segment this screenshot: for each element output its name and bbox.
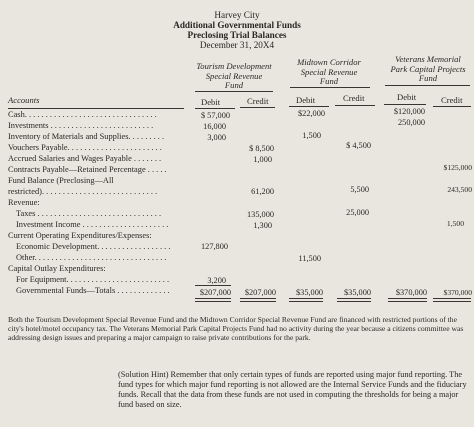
total-value: $207,000 xyxy=(199,288,231,297)
column-header-rule xyxy=(433,106,471,107)
city-name: Harvey City xyxy=(214,10,260,20)
account-label-inventory: Inventory of Materials and Supplies. . . . . . . . . xyxy=(8,132,165,141)
double-rule xyxy=(240,298,276,302)
cell-value: $22,000 xyxy=(298,109,325,118)
fund-name-line: Special Revenue xyxy=(300,66,358,77)
total-value: $35,000 xyxy=(296,288,323,297)
column-header-rule xyxy=(289,106,329,107)
account-label-investment-income: Investment Income . . . . . . . . . . . . . . . . . . . . . xyxy=(16,220,169,229)
cell-value: $ 57,000 xyxy=(200,111,230,120)
fund-header-tourism xyxy=(190,62,278,91)
column-header-rule xyxy=(240,107,275,108)
statement-title: Additional Governmental Funds xyxy=(173,20,301,30)
fund-header-veterans xyxy=(382,55,474,84)
cell-value: 61,200 xyxy=(251,187,274,196)
account-label-cash: Cash. . . . . . . . . . . . . . . . . . . . . . . . . . . . . . . . xyxy=(8,110,157,119)
cell-value: 250,000 xyxy=(398,118,425,127)
cell-value: 127,800 xyxy=(201,242,228,251)
cell-value: 243,500 xyxy=(447,185,472,194)
account-label-restricted: restricted). . . . . . . . . . . . . . . . . . . . . . . . . . . . xyxy=(8,187,158,196)
cell-value: $125,000 xyxy=(443,163,472,172)
fund-name-line: Special Revenue xyxy=(205,70,263,81)
column-header-rule xyxy=(335,105,375,106)
account-label-capital-outlay: Capital Outlay Expenditures: xyxy=(8,264,106,273)
cell-value: 1,500 xyxy=(446,219,464,228)
account-label-economic-development: Economic Development. . . . . . . . . . . . . . . . . . xyxy=(16,242,171,251)
account-label-fund-balance: Fund Balance (Preclosing—All xyxy=(8,176,114,185)
cell-value: $ 8,500 xyxy=(249,144,274,153)
cell-value: $ 4,500 xyxy=(346,141,371,150)
fund-name-line: Midtown Corridor xyxy=(297,57,361,67)
account-label-contracts-payable: Contracts Payable—Retained Percentage . . . . . xyxy=(8,165,167,174)
account-label-totals: Governmental Funds—Totals . . . . . . . . . . . . . xyxy=(16,286,170,295)
total-value: $35,000 xyxy=(344,288,371,297)
cell-value: 1,000 xyxy=(253,155,272,164)
column-credit: Credit xyxy=(247,96,269,106)
cell-value: $120,000 xyxy=(393,107,425,116)
account-label-accrued-salaries: Accrued Salaries and Wages Payable . . . . . . . xyxy=(8,154,162,163)
cell-value: 3,200 xyxy=(207,276,226,285)
fund-name-line: Fund xyxy=(224,80,244,90)
account-label-vouchers-payable: Vouchers Payable. . . . . . . . . . . . . . . . . . . . . . . xyxy=(8,143,162,152)
cell-value: 11,500 xyxy=(298,254,321,263)
column-credit: Credit xyxy=(343,93,365,103)
cell-value: 1,500 xyxy=(302,131,321,140)
column-debit: Debit xyxy=(296,95,316,105)
column-debit: Debit xyxy=(397,92,417,102)
double-rule xyxy=(195,298,231,302)
cell-value: 16,000 xyxy=(203,122,226,131)
fund-header-rule xyxy=(195,91,273,92)
fund-name-line: Park Capital Projects xyxy=(390,63,466,74)
fund-name-line: Tourism Development xyxy=(196,61,272,71)
account-label-current-operating: Current Operating Expenditures/Expenses: xyxy=(8,231,152,240)
total-value: $370,000 xyxy=(395,288,427,297)
fund-header-midtown xyxy=(285,58,373,87)
cell-value: 3,000 xyxy=(207,133,226,142)
column-credit: Credit xyxy=(441,95,463,105)
accounts-header: Accounts xyxy=(8,95,40,105)
column-header-rule xyxy=(384,104,426,105)
total-value: $207,000 xyxy=(244,288,276,297)
account-label-for-equipment: For Equipment. . . . . . . . . . . . . . . . . . . . . . . . . xyxy=(16,275,170,284)
fund-name-line: Veterans Memorial xyxy=(395,54,461,64)
cell-value: 25,000 xyxy=(346,208,369,217)
account-label-taxes: Taxes . . . . . . . . . . . . . . . . . . . . . . . . . . . . . . xyxy=(16,209,162,218)
fund-name-line: Fund xyxy=(319,76,339,86)
total-value: $370,000 xyxy=(443,288,472,297)
fund-name-line: Fund xyxy=(418,73,438,83)
statement-date: December 31, 20X4 xyxy=(199,40,275,50)
account-label-revenue: Revenue: xyxy=(8,198,40,207)
accounts-header-rule xyxy=(8,108,184,109)
fund-header-rule xyxy=(290,87,370,88)
fund-note-paragraph: Both the Tourism Development Special Revenue Fund and the Midtown Corridor Special Revenue Fund are financed with restricted portions of the city's hotel/motel occupancy tax. The Veterans Memorial Park Capital Projects Fund had no activity during the year because a citizens committee was addressing design issues and preparing a major campaign to raise private contributions for the park. xyxy=(8,315,464,342)
account-label-investments: Investments . . . . . . . . . . . . . . . . . . . . . . . . . xyxy=(8,121,154,130)
cell-value: 135,000 xyxy=(247,210,274,219)
double-rule xyxy=(388,298,427,302)
cell-value: 5,500 xyxy=(350,185,369,194)
double-rule xyxy=(433,298,471,302)
cell-value: 1,300 xyxy=(253,221,272,230)
total-rule xyxy=(195,285,231,286)
statement-subtitle: Preclosing Trial Balances xyxy=(187,30,287,40)
fund-header-rule xyxy=(385,85,470,86)
column-header-rule xyxy=(195,108,235,109)
double-rule xyxy=(337,298,371,302)
double-rule xyxy=(289,298,323,302)
solution-hint-paragraph: (Solution Hint) Remember that only certain types of funds are reported using major fund reporting. The fund types for which major fund reporting is not allowed are the Internal Service Funds and the fiduciary funds. Recall that the data from these funds are not used in computing the thresholds for being a major fund based on size. xyxy=(118,370,467,409)
column-debit: Debit xyxy=(201,97,221,107)
account-label-other: Other. . . . . . . . . . . . . . . . . . . . . . . . . . . . . . . . xyxy=(16,253,167,262)
